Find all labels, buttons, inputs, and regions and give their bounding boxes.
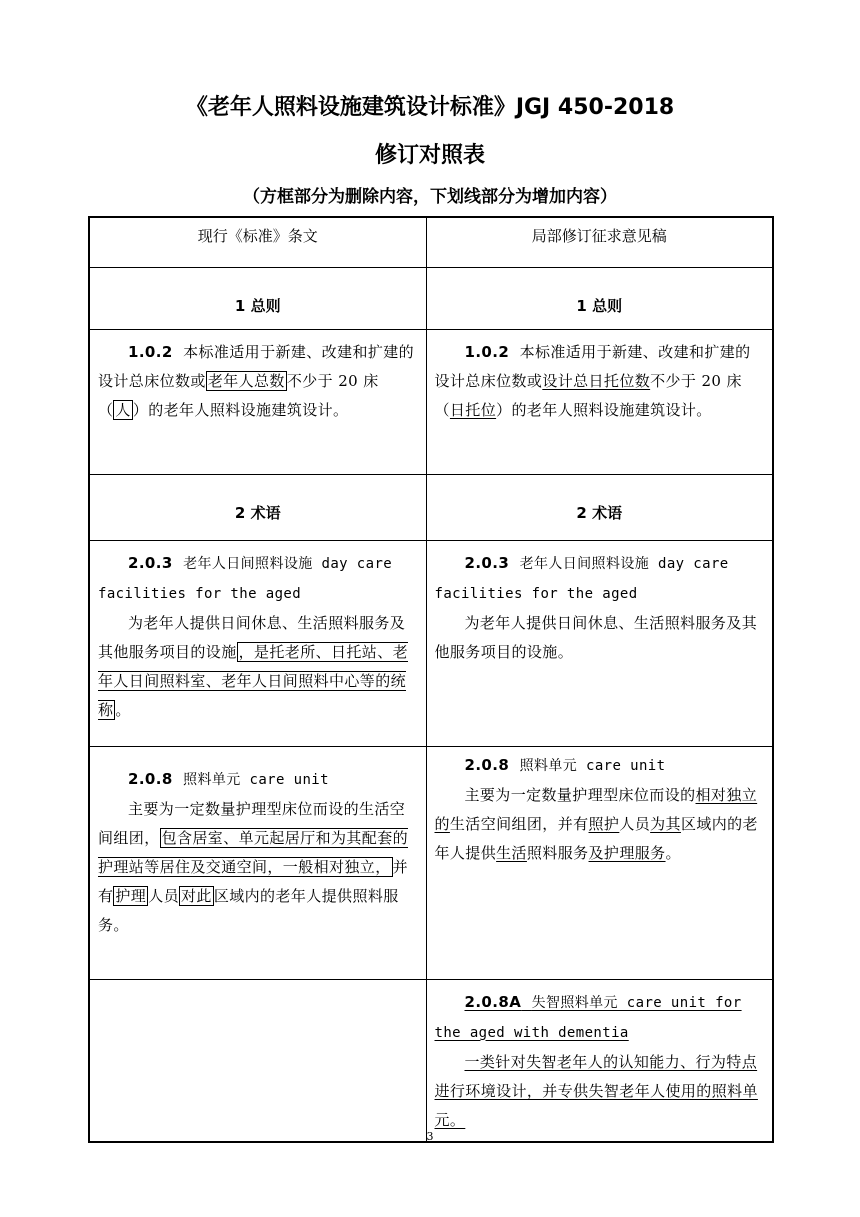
added-text: 及护理服务 xyxy=(588,843,666,862)
section-heading: 1 总则 xyxy=(234,296,281,315)
section-row-terms xyxy=(89,474,773,540)
clause-text-current: 1.0.2 本标准适用于新建、改建和扩建的设计总床位数或 老年人总数 不少于 20 床（ 人 ）的老年人照料设施建筑设计。 xyxy=(98,342,415,419)
deleted-text: 包含居室、单元起居厅和为其配套的护理站等居住及交通空间，一般相对独立， xyxy=(98,828,409,876)
clause-text-draft: 1.0.2 本标准适用于新建、改建和扩建的设计总床位数或设计总日托位数不少于 20 床（日托位）的老年人照料设施建筑设计。 xyxy=(434,342,751,419)
clause-row-2-0-3 xyxy=(89,540,773,746)
page-number: 3 xyxy=(426,1130,434,1143)
section-heading: 2 术语 xyxy=(576,503,623,522)
added-text: 失智照料单元 care unit for the aged with dementia xyxy=(434,994,742,1041)
clause-text-draft: 2.0.3 老年人日间照料设施 day care facilities for the aged 为老年人提供日间休息、生活照料服务及其他服务项目的设施。 xyxy=(434,553,758,661)
table-header-row xyxy=(89,217,773,267)
deleted-text: 对此 xyxy=(181,886,212,905)
legend-note: （方框部分为删除内容，下划线部分为增加内容） xyxy=(243,187,617,207)
empty-cell xyxy=(89,979,426,1142)
deleted-text: 老年人总数 xyxy=(207,371,285,390)
deleted-text: ，是托老所、日托站、老年人日间照料室、老年人日间照料中心等的统称 xyxy=(98,642,409,719)
added-text: 生活 xyxy=(496,843,527,862)
clause-row-2-0-8a xyxy=(89,979,773,1142)
added-text: 设计总日托位数 xyxy=(542,371,651,390)
added-text: 一类针对失智老年人的认知能力、行为特点进行环境设计，并专供失智老年人使用的照料单元。 xyxy=(434,1052,758,1129)
clause-text-current: 2.0.3 老年人日间照料设施 day care facilities for the aged 为老年人提供日间休息、生活照料服务及其他服务项目的设施 ，是托老所、日托站、老年人日间照料室、老年人日间照料中心等的统称 。 xyxy=(98,553,409,719)
clause-row-1-0-2 xyxy=(89,329,773,474)
header-cell-current: 现行《标准》条文 xyxy=(89,217,426,267)
deleted-text: 护理 xyxy=(115,886,147,905)
clause-text-current: 2.0.8 照料单元 care unit 主要为一定数量护理型床位而设的生活空间组团， 包含居室、单元起居厅和为其配套的护理站等居住及交通空间，一般相对独立， 并有 护理 人员 对此 区域内的老年人提供照料服务。 xyxy=(98,769,409,934)
header-cell-draft: 局部修订征求意见稿 xyxy=(426,217,773,267)
document-subtitle: 修订对照表 xyxy=(374,143,485,168)
added-text: 相对独立的 xyxy=(434,785,758,833)
added-text: 照护 xyxy=(588,814,620,833)
clause-row-2-0-8 xyxy=(89,746,773,979)
clause-text-draft: 2.0.8A 失智照料单元 care unit for the aged with dementia 一类针对失智老年人的认知能力、行为特点进行环境设计，并专供失智老年人使用的照料单元。 xyxy=(434,992,758,1129)
comparison-table xyxy=(88,216,774,1143)
section-row-general xyxy=(89,267,773,329)
deleted-text: 人 xyxy=(115,400,131,419)
clause-text-draft: 2.0.8 照料单元 care unit 主要为一定数量护理型床位而设的相对独立的生活空间组团，并有照护人员为其区域内的老年人提供生活照料服务及护理服务。 xyxy=(434,755,758,862)
added-text: 为其 xyxy=(650,814,681,833)
section-heading: 1 总则 xyxy=(576,296,623,315)
added-text: 日托位 xyxy=(449,400,497,419)
document-title: 《老年人照料设施建筑设计标准》JGJ 450-2018 xyxy=(185,95,675,120)
section-heading: 2 术语 xyxy=(234,503,281,522)
